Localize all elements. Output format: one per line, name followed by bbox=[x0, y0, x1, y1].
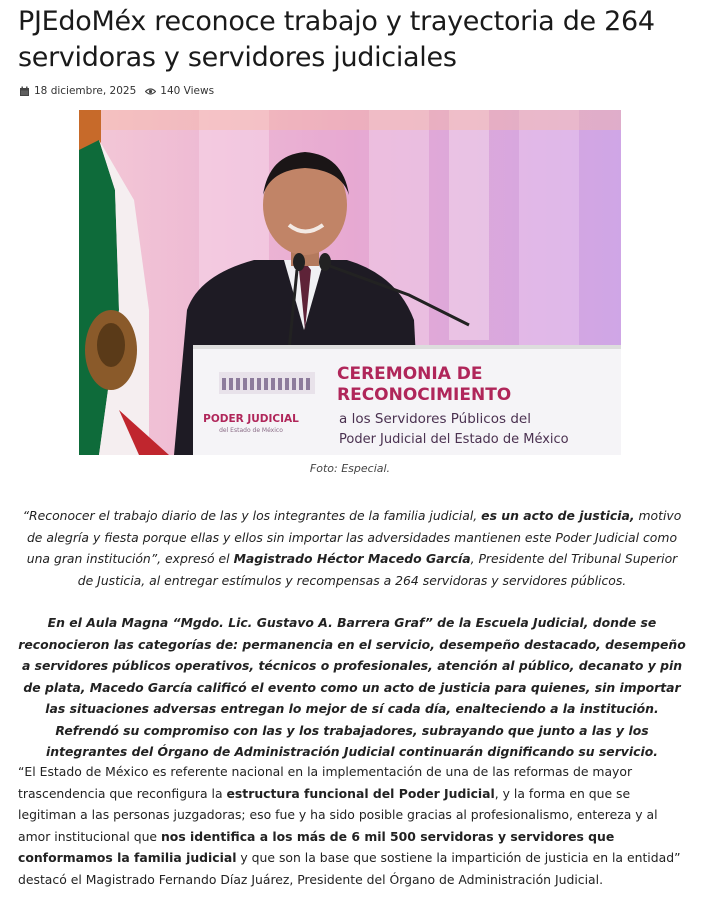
logo-name: PODER JUDICIAL bbox=[203, 413, 299, 425]
article-photo bbox=[79, 110, 621, 455]
article-meta bbox=[19, 83, 214, 99]
paragraph-statement: “El Estado de México es referente nacional en la implementación de una de las reformas de mayor trascendencia que reconfigura la estructura funcional del Poder Judicial, y la forma en que se legitiman a las personas juzgadoras; eso fue y ha sido posible gracias al profesionalismo, entereza y al amor institucional que nos identifica a los más de 6 mil 500 servidoras y servidores que conformamos la familia judicial y que son la base que sostiene la impartición de justicia en la entidad” destacó el Magistrado Fernando Díaz Juárez, Presidente del Órgano de Administración Judicial. bbox=[18, 764, 681, 887]
podium-heading-2: RECONOCIMIENTO bbox=[337, 385, 512, 405]
publish-date: 18 diciembre, 2025 bbox=[34, 85, 137, 97]
logo-subtitle: del Estado de México bbox=[219, 427, 283, 434]
podium-heading-1: CEREMONIA DE bbox=[337, 364, 483, 384]
podium-line-4: Poder Judicial del Estado de México bbox=[339, 432, 569, 447]
eye-icon bbox=[145, 86, 156, 97]
paragraph-quote: “Reconocer el trabajo diario de las y los integrantes de la familia judicial, es un acto de justicia, motivo de alegría y fiesta porque ellas y ellos sin importar las adversidades mantienen este Poder Judicial como una gran institución”, expresó el Magistrado Héctor Macedo García, Presidente del Tribunal Superior de Justicia, al entregar estímulos y recompensas a 264 servidoras y servidores públicos. bbox=[22, 508, 682, 588]
view-count: 140 Views bbox=[160, 85, 215, 97]
calendar-icon bbox=[19, 86, 30, 97]
podium-line-3: a los Servidores Públicos del bbox=[339, 411, 531, 427]
paragraph-event: En el Aula Magna “Mgdo. Lic. Gustavo A. Barrera Graf” de la Escuela Judicial, donde se reconocieron las categorías de: permanencia en el servicio, desempeño destacado, desempeño a servidores públicos operativos, técnicos o profesionales, atención al público, decanato y pin de plata, Macedo García calificó el evento como un acto de justicia para quienes, sin importar las situaciones adversas entregan lo mejor de sí cada día, enalteciendo a la institución. Refrendó su compromiso con las y los trabajadores, subrayando que junto a las y los integrantes del Órgano de Administración Judicial continuarán dignificando su servicio. bbox=[18, 615, 686, 759]
photo-caption: Foto: Especial. bbox=[309, 462, 391, 475]
article-title: PJEdoMéx reconoce trabajo y trayectoria de 264 servidoras y servidores judiciales bbox=[18, 6, 655, 73]
